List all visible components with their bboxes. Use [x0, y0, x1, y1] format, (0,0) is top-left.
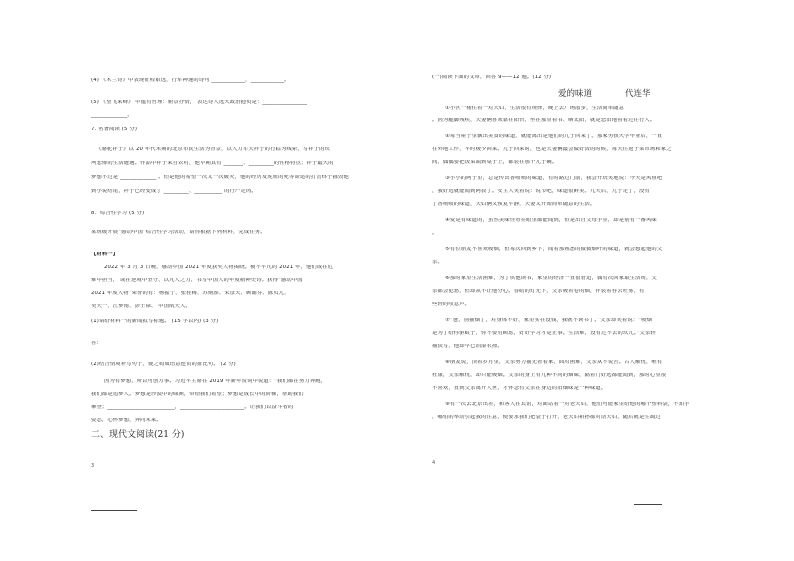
text-line-p9: ⑨有一次去北京出差，和客人在宾馆，对面站着一对老夫妇，他们可能家里给他的哪个塑料袋，不知手	[445, 402, 690, 407]
text-line-p3c: 了香喷喷的味道，夫妇俩又恢复平静，夫妻又开始简单随意的生活。	[432, 202, 596, 207]
essay-title: 爱的味道	[558, 89, 593, 99]
reading-instructions: (一)阅读下面的文章，回答 9——12 题。(12 分)	[432, 75, 552, 80]
text-line-p3: ③小小的阿子里，总是传出香喷喷的味道，有时路过门前，我会开玩笑地说：今天是风鱼吧	[445, 176, 663, 181]
page-number-right: 4	[432, 460, 436, 466]
page-number-left: 3	[91, 463, 95, 469]
text-line-p7b: 是为了给你驱蚊子，你不要有顾虑，好好学习才是正事。”生活难，没有过不去的坎儿。”父亲轻	[432, 331, 656, 336]
text-line-p7c: 描淡写，他却早已泪湿衣襟。	[432, 344, 503, 349]
text-line-p6c: 些轻的叹息声。	[432, 302, 471, 307]
right-page	[397, 0, 794, 561]
text-line-p3b: ，我好远就能闻到阿叔了。女主人笑着说：说节吧，味道很鲜美。几天后，儿子走了，没有	[432, 189, 650, 194]
text-line-p8: ⑧朋友说，顶着岁月里，父亲努力抽先者着家，面对困难，父亲从不说苦。古人解忧，唯有	[445, 360, 663, 365]
text-line-p1: ①小区一楼住着一对夫妇，生活很有规律，晚上去广场散步，生活简单随意	[445, 106, 625, 111]
text-line-p4: ④爱是有味道的，虽然美味佳肴在眼里都能闻到，但是出自父母手里，却是别有一番风味	[445, 218, 657, 223]
text-line-p5: ⑤有位朋友不喜欢吸烟，但每次回到乡下，闻着那熟悉的微微烟叶的味道，就会想起他的父	[445, 247, 663, 252]
text-line-material-3: 2021 年度人物”荣誉的有：杨振宁、张桂梅、苏炳添、朱彦夫、顾诵芬、陈贝儿、	[91, 291, 290, 296]
q8-heading: 8．综合性学习 (5 分)	[91, 211, 145, 216]
text-line-p6b: 亲都会犯愁，但却从不让他分心。昏暗的灯光下，父亲吸着卷的烟，佯装着吞云吐雾，有	[432, 289, 645, 294]
q7-heading: 7. 名著阅读 (5 分)	[91, 127, 138, 132]
text-line-p6: ⑥那时家里生活困难，为了供他读书，家里的经济一直很窘迫，偶有次回家取生活费，父	[445, 276, 657, 281]
text-line-q7-4: 到小说结尾，祥子已经变成了 _________、__________ 的行尸走肉。	[91, 189, 257, 194]
text-line-dream-2: 我们都是追梦人。”梦想是沙漠中的绿洲，带给我们希望；梦想是成长中的阶梯，帮助我们	[91, 392, 304, 397]
text-line-p9b: ，哪怕的举动引起我的注意，便要求我们把袋子打开，老夫妇祖孙都对话夫妇，随后就是生疏过	[432, 415, 661, 420]
text-line-p8b: 杜康，父亲解忧，却只能吸烟。父亲的身上有几种不同的烟味，隔着门好远都能闻到，那时心里很	[432, 373, 667, 378]
text-line-dream-1: 因为有梦想，所以可创万事。习近平主席在 2019 年新年贺词中说道：“我们都在努力奔跑，	[104, 379, 327, 384]
text-line-sub-q1: (1)请给材料一的新闻拟写标题。 (15 字以内) (3 分)	[91, 319, 219, 324]
text-line-p5b: 亲。	[432, 260, 443, 265]
text-line-p2b: 在外地工作，平时极少回来。儿子回来时，也是夫妻俩最会做好饭的时候，每天往返于菜市场和家之	[432, 147, 672, 152]
text-line-sub-q2: (2)结合情境补写句子，使之构成语意连贯的排比句。 (2 分)	[91, 362, 236, 367]
text-line-p2c: 间，偶偶要把饭菜端到桌子上，都装在那个儿子碗。	[432, 160, 558, 165]
text-line-material-2: 难中担当， 或在逆境中坚守，以凡人之力，书写中国人的年度精神史诗。获得“感动中国	[91, 278, 303, 283]
text-line-p2: ②每当屋子里飘出美食的味道，就能离出是他们的儿子回来了。那家男孩大学毕业后，一直	[445, 134, 663, 139]
text-line-dream-4: 姿态，心怀梦想，奔向未来。	[91, 418, 162, 423]
text-line-q7-2: 坷悲惨的生活遭遇。作品中祥子来自农村，他早期具有 _______、_________的性格特点；祥子最大的	[91, 161, 334, 166]
footer-rule-right	[634, 504, 662, 505]
text-line-q7-1: 《骆驼祥子》以 20 年代末期的北京市民生活为背景，以人力车夫祥子的行踪为线索，写祥子的坎	[96, 147, 331, 152]
text-line-p8c: 不喜欢，直到父亲离开人世，才怀念有父亲在身边的旧烟味是一种味道。	[432, 386, 607, 391]
section-heading: 二、现代文阅读(21 分)	[91, 430, 185, 440]
text-line-q7-3: 梦想不过是 _____________ 。但是他的希望一次又一次破灭，他的经历及虎妞的死等命运的打击终于摧毁他	[91, 175, 349, 180]
answer-label: 答：	[91, 341, 102, 346]
text-line-material-1: 2022 年 3 月 3 日晚，感动中国 2021 年度获奖人物揭晓。极不平凡的 2021 年，他们或在危	[104, 265, 334, 270]
text-line-p4b: 。	[432, 231, 438, 236]
essay-author: 代连华	[625, 89, 651, 99]
text-line-q5-blank: _____________。	[91, 113, 133, 118]
text-line-dream-3: 攀登；________________________，_______________________。让我们以奋斗者的	[91, 405, 294, 410]
text-line-material-4: 吴天一、江梦南、彭士禄、 中国航天人。	[91, 304, 191, 309]
text-line-p1b: 。因为腿脚残疾，夫妻俩喜欢靠在阳台，坐在那里看书、晒太阳，就是恋旧地看着过往行人。	[432, 118, 656, 123]
text-line-q4: (4) 《木兰诗》中表现征程艰远，行军神速的诗句 ____________，____________。	[91, 78, 290, 83]
text-line-q8-intro: 某班级开展“感动中国”综合性学习活动，请你根据下列材料，完成任务。	[91, 230, 266, 235]
text-line-q5: (5) 《望飞来峰》 中蕴有哲理：俯景抒情， 表达诗人远大政治抱负是：________________	[91, 100, 308, 105]
material-one-label: 【材料一】	[91, 252, 119, 257]
footer-rule-left	[91, 510, 137, 511]
text-line-p7: ⑦“爸，别抽烟了，对身体不好，家里实在没钱，我就不读书了。”父亲却笑着说：“吸烟	[445, 318, 653, 323]
